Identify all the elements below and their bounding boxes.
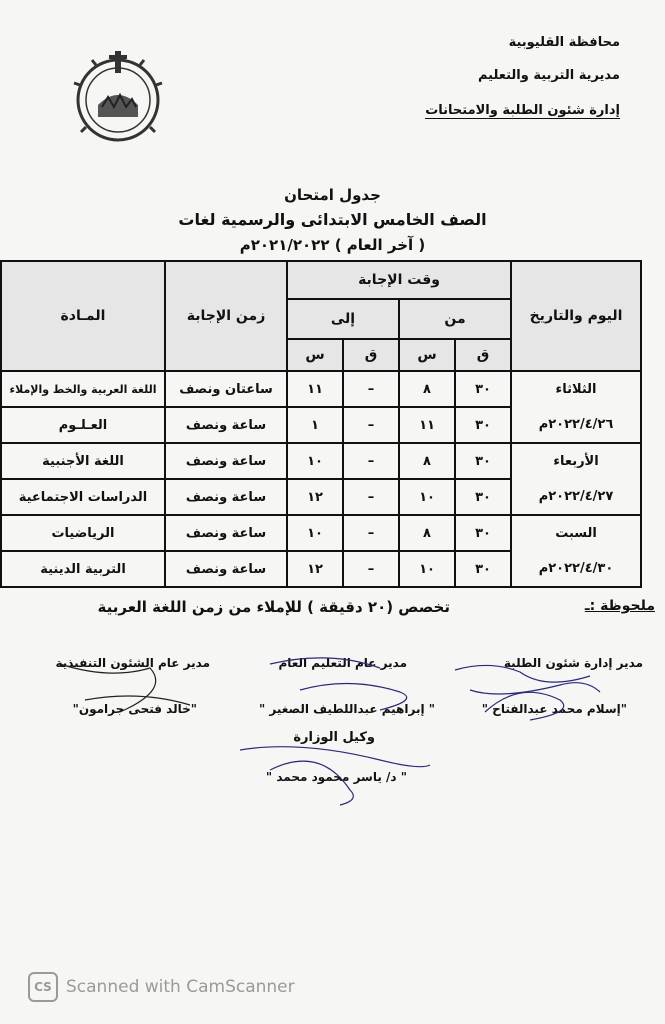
from-hour-cell: ٨ <box>399 443 455 479</box>
from-minute-cell: ٣٠ <box>455 515 511 551</box>
table-row <box>1 515 641 551</box>
ministry-emblem-logo <box>68 45 168 145</box>
signature-title-students-affairs: مدير إدارة شئون الطلبة <box>503 656 643 670</box>
subject-cell: الدراسات الاجتماعية <box>1 479 165 515</box>
term-title: ( آخر العام ) ٢٠٢١/٢٠٢٢م <box>239 236 426 254</box>
to-hour-cell: ١ <box>287 407 343 443</box>
header-duration: زمن الإجابة <box>165 261 287 371</box>
header-from-hour: س <box>399 339 455 371</box>
header-to-minute: ق <box>343 339 399 371</box>
camscanner-icon: CS <box>28 972 58 1002</box>
duration-cell: ساعتان ونصف <box>165 371 287 407</box>
to-minute-cell: – <box>343 479 399 515</box>
signature-title-undersecretary: وكيل الوزارة <box>293 730 375 745</box>
subject-cell: اللغة الأجنبية <box>1 443 165 479</box>
directorate-line: مديرية التربية والتعليم <box>477 68 620 83</box>
header-day-date: اليوم والتاريخ <box>511 261 641 371</box>
to-hour-cell: ١٢ <box>287 479 343 515</box>
header-from-minute: ق <box>455 339 511 371</box>
day-date-cell <box>511 515 641 587</box>
to-hour-cell: ١٠ <box>287 515 343 551</box>
signature-name-general-education: " إبراهيم عبداللطيف الصغير " <box>258 702 435 716</box>
duration-cell: ساعة ونصف <box>165 551 287 587</box>
table-row <box>1 371 641 407</box>
from-hour-cell: ٨ <box>399 515 455 551</box>
exam-schedule-table <box>0 260 642 588</box>
governorate-line: محافظة القليوبية <box>508 35 620 50</box>
header-answer-time: وقت الإجابة <box>287 261 511 299</box>
date-label: ٢٠٢٢/٤/٢٧م <box>538 488 614 504</box>
to-minute-cell: – <box>343 443 399 479</box>
header-to-hour: س <box>287 339 343 371</box>
to-minute-cell: – <box>343 371 399 407</box>
from-hour-cell: ١٠ <box>399 479 455 515</box>
header-subject: المـادة <box>1 261 165 371</box>
date-label: ٢٠٢٢/٤/٣٠م <box>538 560 614 576</box>
signature-title-executive-affairs: مدير عام الشئون التنفيذية <box>55 656 210 670</box>
to-hour-cell: ١٢ <box>287 551 343 587</box>
signature-name-students-affairs: "إسلام محمد عبدالفتاح " <box>481 702 627 716</box>
subject-cell: الرياضيات <box>1 515 165 551</box>
subject-cell: العـلـوم <box>1 407 165 443</box>
day-date-cell <box>511 371 641 443</box>
from-hour-cell: ١٠ <box>399 551 455 587</box>
duration-cell: ساعة ونصف <box>165 479 287 515</box>
day-label: الأربعاء <box>553 453 599 469</box>
signature-title-general-education: مدير عام التعليم العام <box>278 656 407 670</box>
day-date-cell <box>511 443 641 515</box>
from-minute-cell: ٣٠ <box>455 443 511 479</box>
department-line: إدارة شئون الطلبة والامتحانات <box>425 103 620 118</box>
grade-title: الصف الخامس الابتدائى والرسمية لغات <box>178 210 487 229</box>
to-hour-cell: ١٠ <box>287 443 343 479</box>
note-label: ملحوظة :ـ <box>584 598 655 614</box>
from-hour-cell: ٨ <box>399 371 455 407</box>
subject-cell: اللغة العربية والخط والإملاء <box>1 371 165 407</box>
duration-cell: ساعة ونصف <box>165 515 287 551</box>
duration-cell: ساعة ونصف <box>165 407 287 443</box>
table-row <box>1 443 641 479</box>
to-minute-cell: – <box>343 515 399 551</box>
camscanner-footer <box>28 972 295 1002</box>
from-minute-cell: ٣٠ <box>455 551 511 587</box>
date-label: ٢٠٢٢/٤/٢٦م <box>538 416 614 432</box>
subject-cell: التربية الدينية <box>1 551 165 587</box>
header-to: إلى <box>287 299 399 339</box>
day-label: الثلاثاء <box>555 381 597 397</box>
header-from: من <box>399 299 511 339</box>
signature-name-undersecretary: " د/ ياسر محمود محمد " <box>265 770 407 784</box>
to-minute-cell: – <box>343 551 399 587</box>
day-label: السبت <box>555 525 597 541</box>
exam-title: جدول امتحان <box>284 186 381 204</box>
from-hour-cell: ١١ <box>399 407 455 443</box>
signature-name-executive-affairs: "خالد فتحى جرامون" <box>72 702 197 716</box>
duration-cell: ساعة ونصف <box>165 443 287 479</box>
note-text: تخصص (٢٠ دقيقة ) للإملاء من زمن اللغة العربية <box>97 598 450 616</box>
from-minute-cell: ٣٠ <box>455 479 511 515</box>
to-hour-cell: ١١ <box>287 371 343 407</box>
from-minute-cell: ٣٠ <box>455 371 511 407</box>
camscanner-text: Scanned with CamScanner <box>66 977 295 997</box>
from-minute-cell: ٣٠ <box>455 407 511 443</box>
to-minute-cell: – <box>343 407 399 443</box>
